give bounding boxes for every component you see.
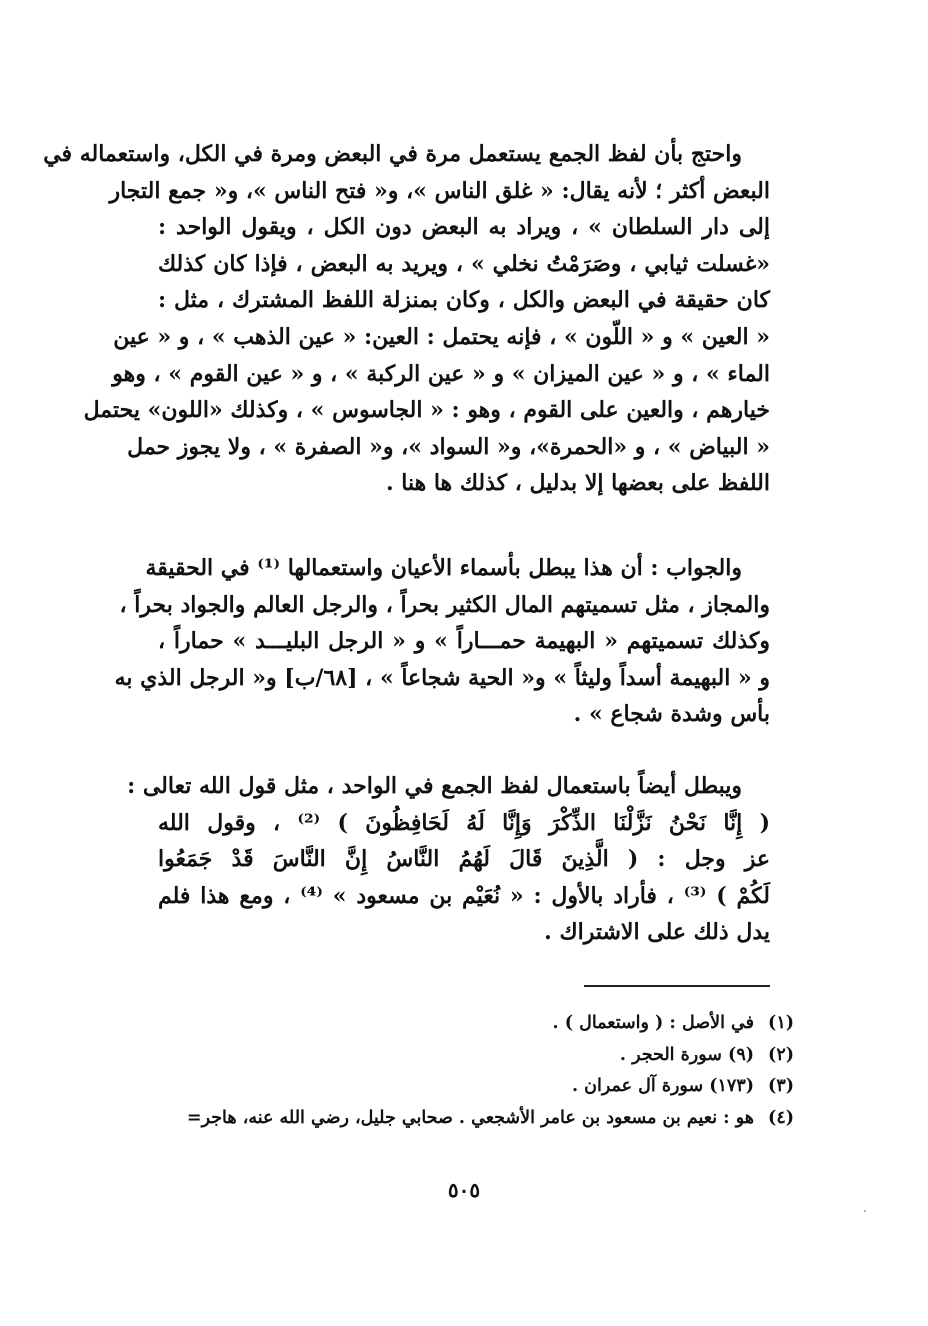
footnote-number: (٣)	[768, 1076, 794, 1096]
footnote-item	[150, 1103, 794, 1135]
footnote-item	[150, 1040, 794, 1072]
footnote-text: في الأصل : ( واستعمال ) .	[552, 1013, 754, 1033]
text-line: لَكُمْ ) ⁽³⁾ ، فأراد بالأول : « نُعَيْم بن مسعود » ⁽⁴⁾ ، ومع هذا فلم	[158, 882, 770, 909]
text-line: بأس وشدة شجاع » .	[573, 701, 770, 728]
page-number: ٥٠٥	[447, 1178, 481, 1202]
footnote-number: (٢)	[768, 1044, 794, 1065]
text-line: كان حقيقة في البعض والكل ، وكان بمنزلة اللفظ المشترك ، مثل :	[158, 287, 770, 314]
text-line: خيارهم ، والعين على القوم ، وهو : « الجاسوس » ، وكذلك «اللون» يحتمل	[83, 397, 770, 424]
text-line: « البياض » ، و «الحمرة»، و« السواد »، و« الصفرة » ، ولا يجوز حمل	[127, 433, 770, 460]
footnote-item	[150, 1071, 794, 1103]
text-line: عز وجل : ( الَّذِينَ قَالَ لَهُمُ النَّاسُ إِنَّ النَّاسَ قَدْ جَمَعُوا	[158, 846, 770, 873]
footnote-number: (١)	[768, 1013, 794, 1033]
text-line: «غسلت ثيابي ، وصَرَمْتُ نخلي » ، ويريد به البعض ، فإذا كان كذلك	[158, 250, 770, 277]
text-line: الماء » ، و « عين الميزان » و « عين الركبة » ، و « عين القوم » ، وهو	[112, 360, 770, 387]
text-line: اللفظ على بعضها إلا بدليل ، كذلك ها هنا .	[385, 470, 770, 497]
footnote-text: (١٧٣) سورة آل عمران .	[571, 1076, 754, 1096]
text-line: ( إِنَّا نَحْنُ نَزَّلْنَا الذِّكْرَ وَإِنَّا لَهُ لَحَافِظُونَ ) ⁽²⁾ ، وقول الله	[158, 809, 770, 836]
footnote-number: (٤)	[768, 1107, 794, 1128]
footnotes	[150, 1008, 794, 1134]
text-line: البعض أكثر ؛ لأنه يقال: « غلق الناس »، و« فتح الناس »، و« جمع التجار	[109, 177, 770, 204]
text-line: وكذلك تسميتهم « البهيمة حمـــاراً » و « الرجل البليـــد » حماراً ،	[158, 628, 770, 655]
footnote-item	[150, 1008, 794, 1040]
text-line: ويبطل أيضاً باستعمال لفظ الجمع في الواحد ، مثل قول الله تعالى :	[127, 773, 742, 799]
text-line: يدل ذلك على الاشتراك .	[544, 919, 770, 946]
paragraph-objection	[43, 136, 770, 502]
text-line: واحتج بأن لفظ الجمع يستعمل مرة في البعض ومرة في الكل، واستعماله في	[43, 141, 742, 167]
text-line: إلى دار السلطان » ، ويراد به البعض دون الكل ، ويقول الواحد :	[158, 214, 770, 241]
scan-speck	[864, 1210, 866, 1212]
text-line: و « البهيمة أسداً وليثاً » و« الحية شجاعاً » ، [٦٨/ب] و« الرجل الذي به	[114, 664, 770, 691]
footnote-text: هو : نعيم بن مسعود بن عامر الأشجعي . صحابي جليل، رضي الله عنه، هاجر=	[186, 1107, 754, 1128]
paragraph-answer	[114, 550, 770, 733]
text-line: « العين » و « اللّون » ، فإنه يحتمل : العين: « عين الذهب » ، و « عين	[113, 323, 770, 350]
text-line: والجواب : أن هذا يبطل بأسماء الأعيان واستعمالها ⁽¹⁾ في الحقيقة	[145, 555, 742, 581]
paragraph-quran-evidence	[127, 768, 770, 951]
footnote-text: (٩) سورة الحجر .	[619, 1044, 754, 1065]
text-line: والمجاز ، مثل تسميتهم المال الكثير بحراً ، والرجل العالم والجواد بحراً ،	[119, 591, 770, 618]
footnote-separator	[584, 985, 770, 987]
